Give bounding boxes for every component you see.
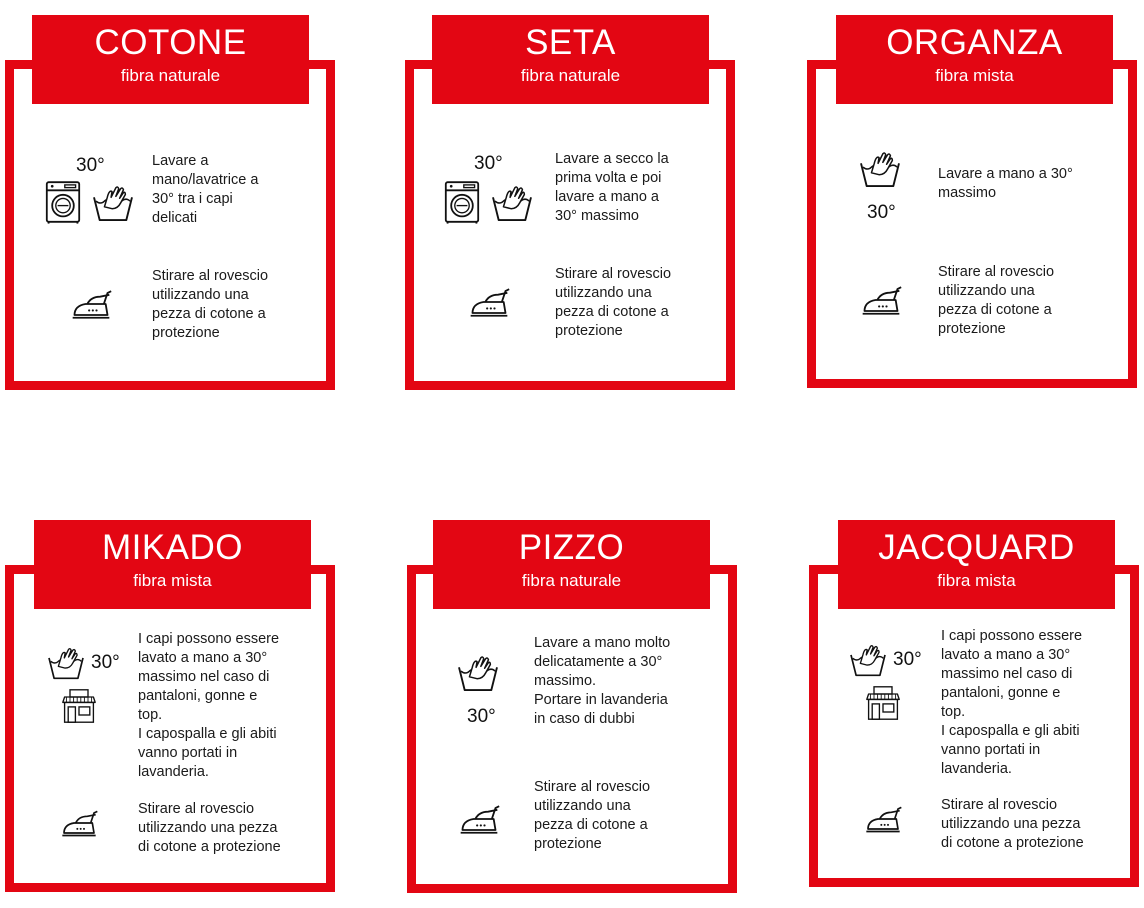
wash-temperature: 30°	[467, 706, 496, 727]
card-subtitle: fibra naturale	[520, 66, 621, 85]
care-card-cotone	[5, 15, 335, 395]
washing-machine-icon	[444, 180, 480, 224]
hand-wash-icon	[859, 150, 901, 188]
card-subtitle: fibra mista	[935, 66, 1014, 85]
iron-text: Stirare al rovescio utilizzando una pezza di cotone a protezione	[941, 797, 1084, 851]
wash-text: I capi possono essere lavato a mano a 30° massimo nel caso di pantaloni, gonne e top. I capospalla e gli abiti vanno portati in lavanderia.	[138, 631, 280, 780]
card-title: JACQUARD	[878, 528, 1075, 567]
hand-wash-icon	[92, 184, 134, 222]
card-header	[32, 15, 309, 104]
hand-wash-icon	[47, 646, 85, 680]
shop-icon	[61, 688, 97, 724]
iron-icon	[467, 285, 511, 319]
wash-text: Lavare a mano a 30° massimo	[938, 166, 1073, 201]
wash-text: Lavare a secco la prima volta e poi lavare a mano a 30° massimo	[555, 151, 669, 224]
card-title: COTONE	[94, 23, 247, 62]
iron-text: Stirare al rovescio utilizzando una pezza di cotone a protezione	[938, 264, 1055, 337]
iron-text: Stirare al rovescio utilizzando una pezza di cotone a protezione	[152, 268, 269, 341]
card-header	[836, 15, 1113, 104]
iron-text: Stirare al rovescio utilizzando una pezza di cotone a protezione	[555, 266, 672, 339]
wash-text: Lavare a mano/lavatrice a 30° tra i capi delicati	[152, 153, 259, 226]
card-header	[433, 520, 710, 609]
iron-icon	[859, 283, 903, 317]
wash-temperature: 30°	[867, 202, 896, 223]
card-header	[432, 15, 709, 104]
iron-icon	[59, 808, 99, 838]
card-header	[838, 520, 1115, 609]
care-card-organza	[807, 15, 1137, 395]
wash-text: I capi possono essere lavato a mano a 30° massimo nel caso di pantaloni, gonne e top. I capospalla e gli abiti vanno portati in lavanderia.	[941, 628, 1083, 777]
wash-temperature: 30°	[91, 652, 120, 673]
card-title: SETA	[525, 23, 616, 62]
care-card-pizzo	[407, 520, 737, 900]
iron-text: Stirare al rovescio utilizzando una pezza di cotone a protezione	[138, 801, 281, 855]
hand-wash-icon	[491, 184, 533, 222]
care-card-seta	[405, 15, 735, 395]
card-subtitle: fibra naturale	[521, 571, 622, 590]
iron-icon	[863, 804, 903, 834]
wash-text: Lavare a mano molto delicatamente a 30° massimo. Portare in lavanderia in caso di dubbi	[534, 635, 671, 727]
wash-temperature: 30°	[893, 649, 922, 670]
washing-machine-icon	[45, 180, 81, 224]
hand-wash-icon	[849, 643, 887, 677]
iron-icon	[69, 287, 113, 321]
card-title: ORGANZA	[886, 23, 1063, 62]
wash-temperature: 30°	[474, 153, 503, 174]
card-header	[34, 520, 311, 609]
iron-text: Stirare al rovescio utilizzando una pezza di cotone a protezione	[534, 779, 651, 852]
hand-wash-icon	[457, 654, 499, 692]
care-card-mikado	[5, 520, 335, 900]
card-subtitle: fibra mista	[937, 571, 1016, 590]
card-subtitle: fibra naturale	[120, 66, 221, 85]
shop-icon	[865, 685, 901, 721]
iron-icon	[457, 802, 501, 836]
wash-temperature: 30°	[76, 155, 105, 176]
card-title: PIZZO	[518, 528, 625, 567]
card-title: MIKADO	[101, 528, 244, 567]
card-subtitle: fibra mista	[133, 571, 212, 590]
care-card-jacquard	[809, 520, 1139, 900]
